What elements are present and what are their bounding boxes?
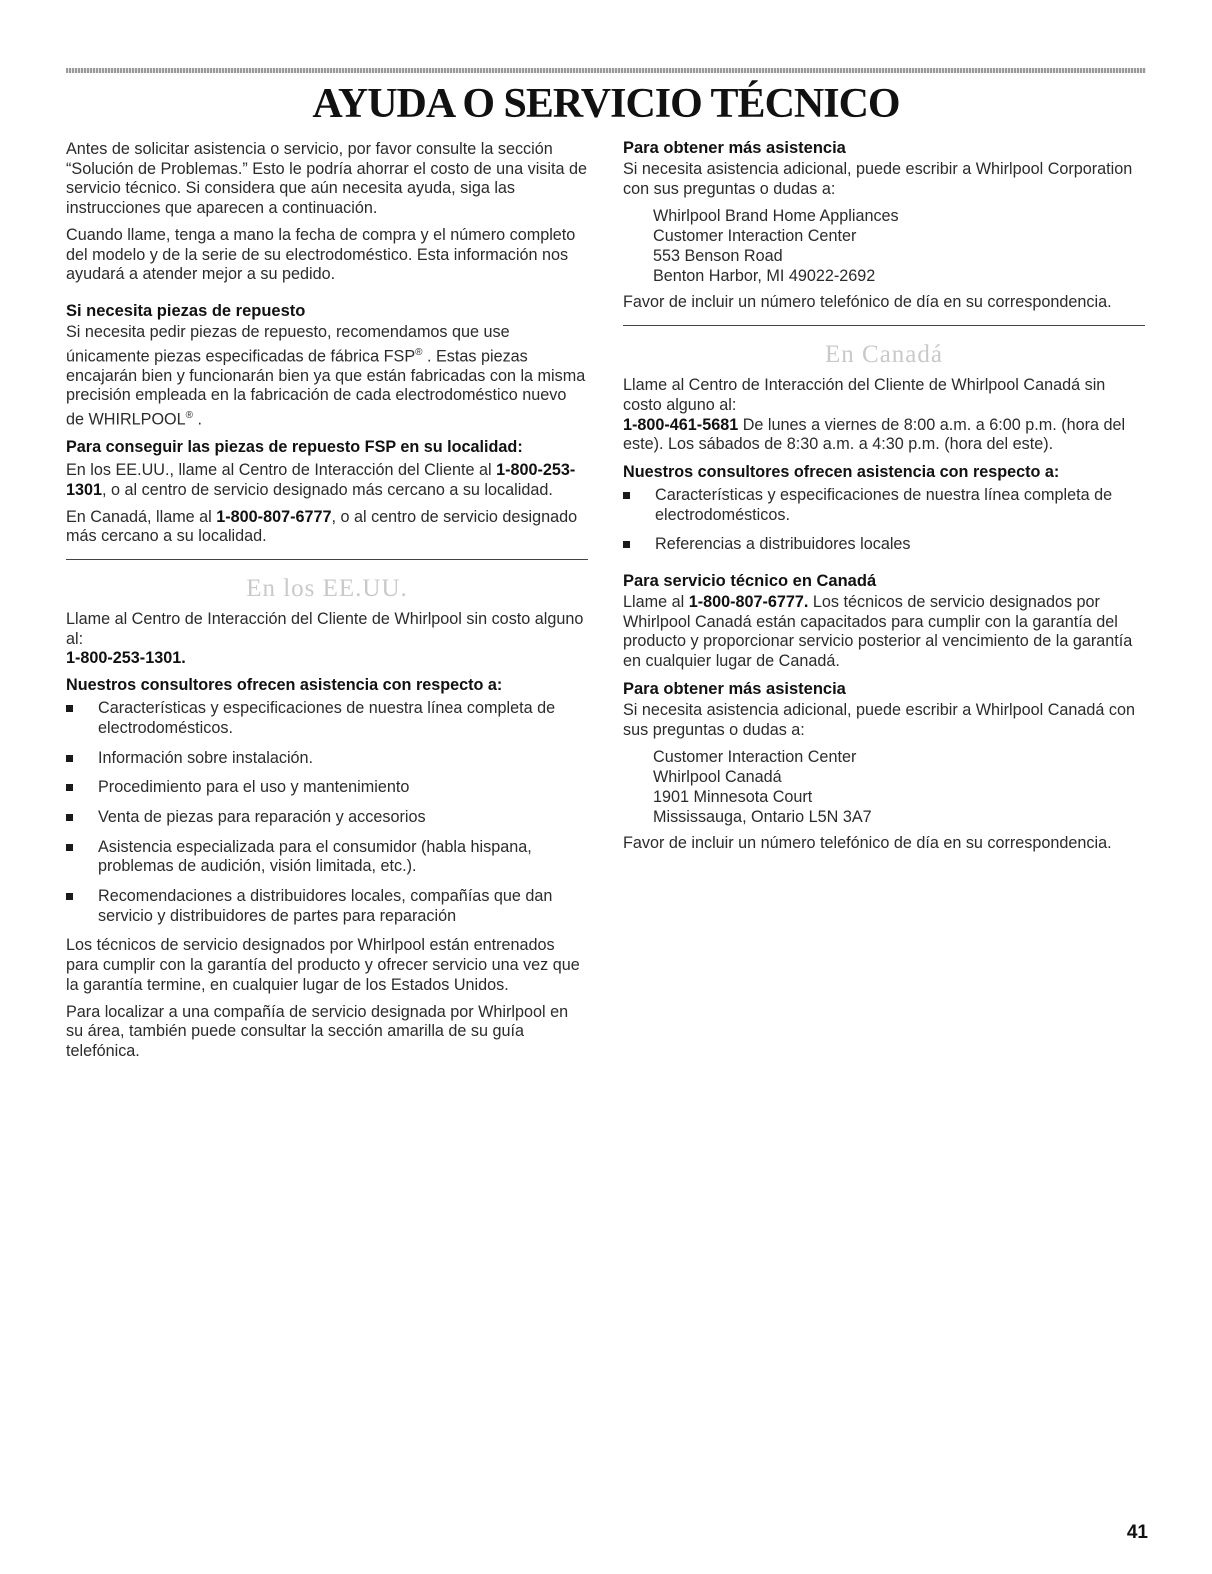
fsp-ca-paragraph	[66, 508, 588, 547]
fsp-ca-phone: 1-800-807-6777	[216, 507, 332, 526]
us-consult-list	[66, 699, 588, 926]
canada-more-help-heading: Para obtener más asistencia	[623, 679, 846, 698]
canada-call-text: Llame al Centro de Interacción del Cliente de Whirlpool Canadá sin costo alguno al:	[623, 376, 1106, 414]
section-divider	[66, 559, 588, 560]
section-divider	[623, 325, 1145, 326]
fsp-us-text-b: , o al centro de servicio designado más cercano a su localidad.	[102, 480, 553, 499]
address-line: Benton Harbor, MI 49022-2692	[653, 267, 876, 286]
canada-more-help-paragraph: Si necesita asistencia adicional, puede escribir a Whirlpool Canadá con sus preguntas o dudas a:	[623, 700, 1135, 739]
address-line: 553 Benson Road	[653, 247, 783, 266]
parts-text-b: . Estas piezas encajarán bien y funcionarán bien ya que están fabricadas con la misma precisión empleada en la fabricación de cada electrodoméstico nuevo de WHIRLPOOL	[66, 347, 586, 429]
fsp-ca-text-a: En Canadá, llame al	[66, 507, 212, 526]
us-mailing-address	[653, 206, 1145, 286]
page-number: 41	[1126, 1522, 1148, 1543]
canada-service-heading: Para servicio técnico en Canadá	[623, 572, 877, 591]
list-item: Venta de piezas para reparación y accesorios	[66, 808, 588, 828]
right-column	[623, 138, 1145, 861]
top-dotted-rule	[66, 68, 1146, 73]
fsp-us-phone: 1-800-253-1301	[66, 461, 576, 499]
parts-heading: Si necesita piezas de repuesto	[66, 301, 306, 320]
address-line: Whirlpool Brand Home Appliances	[653, 207, 899, 226]
canada-hours-paragraph	[623, 416, 1145, 455]
more-help-heading: Para obtener más asistencia	[623, 139, 846, 157]
canada-service-text-b: Los técnicos de servicio designados por Whirlpool Canadá están capacitados para cumplir con la garantía del producto y proporcionar servicio posterior al vencimiento de la garantía en cualquier lugar de Canadá.	[623, 593, 1133, 671]
list-item: Referencias a distribuidores locales	[623, 535, 1145, 555]
parts-text-a: Si necesita pedir piezas de repuesto, recomendamos que use únicamente piezas especificadas de fábrica FSP	[66, 322, 510, 366]
us-call-text: Llame al Centro de Interacción del Cliente de Whirlpool sin costo alguno al:	[66, 610, 584, 648]
parts-paragraph	[66, 323, 588, 430]
canada-phone-note: Favor de incluir un número telefónico de día en su correspondencia.	[623, 834, 1112, 853]
fsp-us-paragraph	[66, 461, 588, 500]
canada-service-phone: 1-800-807-6777.	[688, 593, 809, 612]
us-phone: 1-800-253-1301.	[66, 649, 186, 668]
intro-paragraph-2: Cuando llame, tenga a mano la fecha de compra y el número completo del modelo y de la serie de su electrodoméstico. Esta información nos ayudará a atender mejor a su pedido.	[66, 225, 576, 284]
list-item: Características y especificaciones de nuestra línea completa de electrodomésticos.	[623, 486, 1145, 525]
registered-mark: ®	[185, 410, 194, 422]
us-section-heading: En los EE.UU.	[246, 575, 408, 603]
list-item: Asistencia especializada para el consumidor (habla hispana, problemas de audición, visión limitada, etc.).	[66, 838, 588, 877]
address-line: Customer Interaction Center	[653, 227, 857, 246]
canada-phone: 1-800-461-5681	[623, 415, 739, 434]
canada-hours: De lunes a viernes de 8:00 a.m. a 6:00 p.m. (hora del este). Los sábados de 8:30 a.m. a 4:30 p.m. (hora del este).	[623, 415, 1126, 454]
canada-section-heading: En Canadá	[825, 341, 943, 369]
canada-mailing-address	[653, 747, 1145, 827]
address-line: Customer Interaction Center	[653, 748, 857, 767]
fsp-ca-text-b: , o al centro de servicio designado más cercano a su localidad.	[66, 507, 578, 546]
parts-text-c: .	[197, 410, 203, 429]
registered-mark: ®	[415, 346, 423, 358]
address-line: 1901 Minnesota Court	[653, 788, 813, 807]
list-item: Procedimiento para el uso y mantenimiento	[66, 778, 588, 798]
address-line: Mississauga, Ontario L5N 3A7	[653, 808, 872, 827]
page-title: AYUDA O SERVICIO TÉCNICO	[312, 81, 900, 127]
left-column	[66, 140, 588, 1069]
fsp-us-text-a: En los EE.UU., llame al Centro de Interacción del Cliente al	[66, 461, 492, 480]
intro-paragraph-1: Antes de solicitar asistencia o servicio, por favor consulte la sección “Solución de Problemas.” Esto le podría ahorrar el costo de una visita de servicio técnico. Si considera que aún necesita ayuda, siga las instrucciones que aparecen a continuación.	[66, 140, 587, 218]
canada-service-paragraph	[623, 593, 1145, 672]
canada-consult-list	[623, 486, 1145, 555]
us-consult-heading: Nuestros consultores ofrecen asistencia con respecto a:	[66, 676, 503, 695]
us-locate-paragraph: Para localizar a una compañía de servicio designada por Whirlpool en su área, también puede consultar la sección amarilla de su guía telefónica.	[66, 1002, 569, 1060]
canada-service-text-a: Llame al	[623, 593, 685, 612]
list-item: Recomendaciones a distribuidores locales, compañías que dan servicio y distribuidores de partes para reparación	[66, 887, 588, 926]
more-help-paragraph: Si necesita asistencia adicional, puede escribir a Whirlpool Corporation con sus preguntas o dudas a:	[623, 160, 1133, 198]
us-tech-paragraph: Los técnicos de servicio designados por Whirlpool están entrenados para cumplir con la garantía del producto y ofrecer servicio una vez que la garantía termine, en cualquier lugar de los Estados Unidos.	[66, 936, 580, 994]
us-phone-note: Favor de incluir un número telefónico de día en su correspondencia.	[623, 293, 1112, 312]
fsp-heading: Para conseguir las piezas de repuesto FSP en su localidad:	[66, 438, 523, 457]
list-item: Información sobre instalación.	[66, 749, 588, 769]
address-line: Whirlpool Canadá	[653, 768, 782, 787]
canada-consult-heading: Nuestros consultores ofrecen asistencia con respecto a:	[623, 462, 1060, 481]
list-item: Características y especificaciones de nuestra línea completa de electrodomésticos.	[66, 699, 588, 738]
